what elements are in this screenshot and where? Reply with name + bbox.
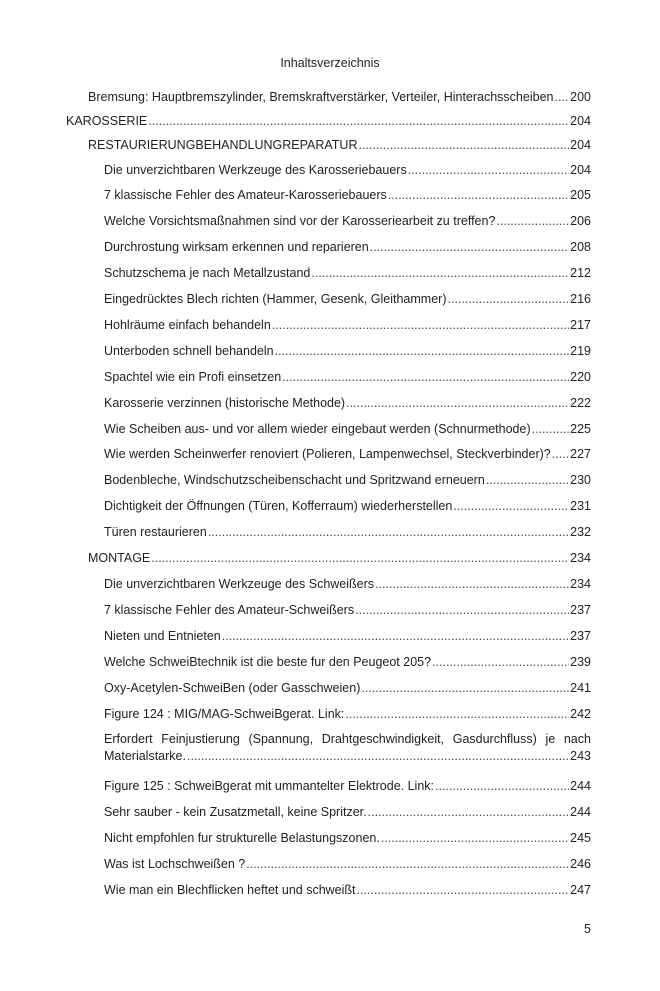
toc-entry[interactable] bbox=[104, 162, 591, 179]
toc-dot-leader bbox=[554, 89, 569, 106]
toc-word: Drahtgeschwindigkeit, bbox=[321, 732, 445, 746]
toc-entry[interactable] bbox=[104, 778, 591, 795]
toc-word: je bbox=[545, 732, 556, 746]
toc-entry-page: 222 bbox=[570, 396, 591, 410]
toc-entry[interactable] bbox=[104, 830, 591, 847]
toc-entry-title: Nicht empfohlen fur strukturelle Belastungszonen. bbox=[104, 831, 380, 845]
toc-entry-title: Figure 125 : SchweiBgerat mit ummantelter Elektrode. Link: bbox=[104, 779, 435, 793]
toc-dot-leader bbox=[361, 680, 569, 697]
toc-entry-title: Durchrostung wirksam erkennen und reparieren bbox=[104, 240, 369, 254]
toc-entry-page: 204 bbox=[570, 138, 591, 152]
toc-entry[interactable] bbox=[104, 680, 591, 697]
toc-entry-title: 7 klassische Fehler des Amateur-Karosseriebauers bbox=[104, 188, 387, 202]
toc-entry-title: Die unverzichtbaren Werkzeuge des Karosseriebauers bbox=[104, 163, 407, 177]
toc-entry-title: Türen restaurieren bbox=[104, 525, 207, 539]
toc-entry-page: 204 bbox=[570, 114, 591, 128]
toc-dot-leader bbox=[381, 830, 569, 847]
toc-entry-title: Wie Scheiben aus- und vor allem wieder eingebaut werden (Schnurmethode) bbox=[104, 422, 531, 436]
toc-entry-page: 208 bbox=[570, 240, 591, 254]
toc-entry-title: Schutzschema je nach Metallzustand bbox=[104, 266, 311, 280]
toc-dot-leader bbox=[246, 856, 569, 873]
toc-entry-title: Nieten und Entnieten bbox=[104, 629, 221, 643]
toc-entry[interactable] bbox=[104, 395, 591, 412]
toc-dot-leader bbox=[370, 239, 569, 256]
toc-dot-leader bbox=[408, 162, 569, 179]
toc-dot-leader bbox=[282, 369, 569, 386]
toc-entry-page: 241 bbox=[570, 681, 591, 695]
toc-entry[interactable] bbox=[88, 550, 591, 567]
toc-dot-leader bbox=[275, 343, 570, 360]
toc-entry[interactable] bbox=[104, 602, 591, 619]
toc-entry-page: 237 bbox=[570, 603, 591, 617]
toc-entry[interactable] bbox=[104, 498, 591, 515]
toc-dot-leader bbox=[368, 804, 570, 821]
toc-entry[interactable] bbox=[104, 576, 591, 593]
toc-entry-title: Karosserie verzinnen (historische Methode) bbox=[104, 396, 346, 410]
toc-dot-leader bbox=[486, 472, 569, 489]
toc-dot-leader bbox=[345, 706, 569, 723]
toc-word: Erfordert bbox=[104, 732, 153, 746]
toc-entry-title-line1 bbox=[104, 731, 591, 748]
toc-entry-page: 220 bbox=[570, 370, 591, 384]
toc-dot-leader bbox=[552, 446, 569, 463]
toc-word: Feinjustierung bbox=[161, 732, 240, 746]
toc-entry[interactable] bbox=[104, 654, 591, 671]
toc-word: nach bbox=[563, 732, 591, 746]
toc-dot-leader bbox=[435, 778, 569, 795]
toc-entry[interactable] bbox=[104, 265, 591, 282]
toc-dot-leader bbox=[375, 576, 569, 593]
page-header-title: Inhaltsverzeichnis bbox=[280, 56, 380, 70]
toc-entry[interactable] bbox=[104, 187, 591, 204]
toc-entry[interactable] bbox=[104, 628, 591, 645]
toc-entry-page: 217 bbox=[570, 318, 591, 332]
toc-entry-page: 216 bbox=[570, 292, 591, 306]
toc-dot-leader bbox=[388, 187, 569, 204]
toc-dot-leader bbox=[346, 395, 569, 412]
toc-word: (Spannung, bbox=[248, 732, 314, 746]
toc-entry-title: Bodenbleche, Windschutzscheibenschacht und Spritzwand erneuern bbox=[104, 473, 485, 487]
toc-entry-page: 243 bbox=[570, 749, 591, 763]
toc-entry-page: 247 bbox=[570, 883, 591, 897]
toc-dot-leader bbox=[358, 137, 569, 154]
toc-entry-page: 230 bbox=[570, 473, 591, 487]
toc-entry-page: 237 bbox=[570, 629, 591, 643]
toc-entry[interactable] bbox=[104, 446, 591, 463]
toc-entry-page: 212 bbox=[570, 266, 591, 280]
toc-entry-page: 234 bbox=[570, 551, 591, 565]
toc-dot-leader bbox=[532, 421, 570, 438]
toc-entry[interactable] bbox=[104, 343, 591, 360]
toc-entry-title: Welche SchweiBtechnik ist die beste fur den Peugeot 205? bbox=[104, 655, 432, 669]
toc-entry-page: 205 bbox=[570, 188, 591, 202]
toc-entry-title: Wie man ein Blechflicken heftet und schweißt bbox=[104, 883, 356, 897]
toc-entry[interactable] bbox=[104, 706, 591, 723]
toc-entry-page: 219 bbox=[570, 344, 591, 358]
toc-entry-page: 204 bbox=[570, 163, 591, 177]
toc-entry-title: MONTAGE bbox=[88, 551, 151, 565]
toc-entry-page: 239 bbox=[570, 655, 591, 669]
toc-dot-leader bbox=[311, 265, 569, 282]
toc-entry-title: Dichtigkeit der Öffnungen (Türen, Kofferraum) wiederherstellen bbox=[104, 499, 453, 513]
toc-entry-title: Sehr sauber - kein Zusatzmetall, keine Spritzer. bbox=[104, 805, 367, 819]
toc-dot-leader bbox=[222, 628, 569, 645]
toc-dot-leader bbox=[151, 550, 569, 567]
toc-entry-page: 244 bbox=[570, 779, 591, 793]
toc-entry-title: Welche Vorsichtsmaßnahmen sind vor der Karosseriearbeit zu treffen? bbox=[104, 214, 496, 228]
toc-entry-title: Spachtel wie ein Profi einsetzen bbox=[104, 370, 282, 384]
toc-entry-title: Was ist Lochschweißen ? bbox=[104, 857, 246, 871]
toc-entry-page: 225 bbox=[570, 422, 591, 436]
toc-entry-title: Oxy-Acetylen-SchweiBen (oder Gasschweien) bbox=[104, 681, 361, 695]
toc-entry[interactable] bbox=[104, 524, 591, 541]
toc-dot-leader bbox=[187, 748, 569, 765]
toc-entry[interactable] bbox=[104, 291, 591, 308]
toc-entry-page: 234 bbox=[570, 577, 591, 591]
toc-entry-title: Wie werden Scheinwerfer renoviert (Polieren, Lampenwechsel, Steckverbinder)? bbox=[104, 447, 551, 461]
toc-entry-title: Die unverzichtbaren Werkzeuge des Schweißers bbox=[104, 577, 375, 591]
page-number: 5 bbox=[584, 922, 591, 936]
toc-entry[interactable] bbox=[104, 421, 591, 438]
toc-entry[interactable] bbox=[104, 882, 591, 899]
toc-entry-title: Eingedrücktes Blech richten (Hammer, Gesenk, Gleithammer) bbox=[104, 292, 447, 306]
toc-dot-leader bbox=[272, 317, 569, 334]
toc-entry[interactable] bbox=[104, 856, 591, 873]
toc-entry-title: Bremsung: Hauptbremszylinder, Bremskraftverstärker, Verteiler, Hinterachsscheiben bbox=[88, 90, 554, 104]
toc-entry-title: RESTAURIERUNGBEHANDLUNGREPARATUR bbox=[88, 138, 358, 152]
toc-entry-title: Figure 124 : MIG/MAG-SchweiBgerat. Link: bbox=[104, 707, 345, 721]
toc-entry-page: 227 bbox=[570, 447, 591, 461]
toc-entry-page: 242 bbox=[570, 707, 591, 721]
toc-word: Gasdurchfluss) bbox=[452, 732, 537, 746]
toc-entry[interactable] bbox=[88, 137, 591, 154]
toc-entry-title: KAROSSERIE bbox=[66, 114, 148, 128]
toc-entry-title-line2 bbox=[104, 748, 591, 765]
toc-entry-page: 200 bbox=[570, 90, 591, 104]
toc-dot-leader bbox=[148, 113, 569, 130]
toc-dot-leader bbox=[448, 291, 570, 308]
toc-dot-leader bbox=[355, 602, 569, 619]
toc-entry[interactable] bbox=[104, 213, 591, 230]
toc-dot-leader bbox=[496, 213, 569, 230]
toc-entry[interactable] bbox=[104, 317, 591, 334]
toc-entry[interactable] bbox=[104, 472, 591, 489]
toc-entry-page: 246 bbox=[570, 857, 591, 871]
toc-entry-page: 231 bbox=[570, 499, 591, 513]
toc-entry[interactable] bbox=[104, 369, 591, 386]
toc-dot-leader bbox=[432, 654, 569, 671]
toc-entry-page: 244 bbox=[570, 805, 591, 819]
toc-entry[interactable] bbox=[104, 239, 591, 256]
toc-dot-leader bbox=[453, 498, 569, 515]
toc-entry-page: 232 bbox=[570, 525, 591, 539]
toc-dot-leader bbox=[208, 524, 569, 541]
toc-entry[interactable] bbox=[104, 804, 591, 821]
toc-entry-page: 206 bbox=[570, 214, 591, 228]
toc-entry[interactable] bbox=[66, 113, 591, 130]
toc-entry-page: 245 bbox=[570, 831, 591, 845]
toc-entry-title: Unterboden schnell behandeln bbox=[104, 344, 274, 358]
toc-entry-multiline[interactable] bbox=[104, 731, 591, 765]
toc-entry[interactable] bbox=[88, 89, 591, 106]
toc-entry-title: Materialstarke. bbox=[104, 749, 186, 763]
toc-entry-title: 7 klassische Fehler des Amateur-Schweißers bbox=[104, 603, 355, 617]
toc-dot-leader bbox=[357, 882, 570, 899]
toc-entry-title: Hohlräume einfach behandeln bbox=[104, 318, 271, 332]
